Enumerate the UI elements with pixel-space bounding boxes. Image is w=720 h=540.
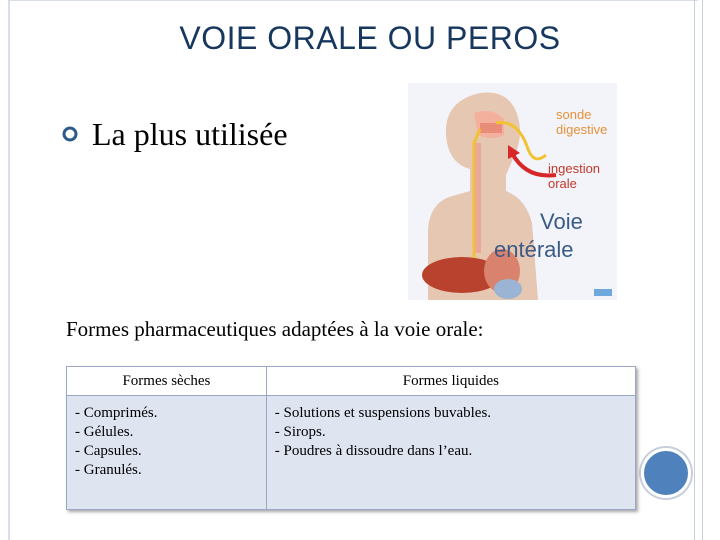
bullet-item — [62, 112, 288, 156]
list-item: - Sirops. — [274, 424, 326, 440]
label-ingestion: ingestion orale — [548, 161, 601, 191]
slide-title: VOIE ORALE OU PEROS — [179, 20, 561, 56]
dry-forms-cell — [67, 396, 267, 510]
list-item: - Granulés. — [75, 462, 142, 478]
table-header-liquid: Formes liquides — [266, 367, 635, 396]
decorative-circle — [641, 448, 691, 498]
anatomy-diagram — [408, 83, 617, 300]
subtitle: Formes pharmaceutiques adaptées à la voie orale: — [66, 317, 484, 341]
label-sonde: sonde digestive — [556, 107, 608, 137]
frame-right-line-outer — [702, 0, 703, 540]
list-item: - Capsules. — [75, 443, 142, 459]
list-item: - Gélules. — [75, 424, 134, 440]
frame-left-line — [8, 0, 10, 540]
frame-top-line — [8, 0, 698, 1]
circle-bullet-icon — [62, 126, 78, 142]
forms-table — [66, 366, 636, 510]
bullet-text: La plus utilisée — [92, 115, 288, 152]
list-item: - Comprimés. — [75, 405, 158, 421]
frame-right-line — [694, 0, 695, 540]
label-voie-enterale: Voie entérale — [494, 209, 583, 262]
table-header-dry: Formes sèches — [67, 367, 267, 396]
list-item: - Solutions et suspensions buvables. — [274, 405, 492, 421]
liquid-forms-cell — [266, 396, 635, 510]
list-item: - Poudres à dissoudre dans l’eau. — [274, 443, 473, 459]
enteral-route-illustration — [408, 83, 617, 300]
